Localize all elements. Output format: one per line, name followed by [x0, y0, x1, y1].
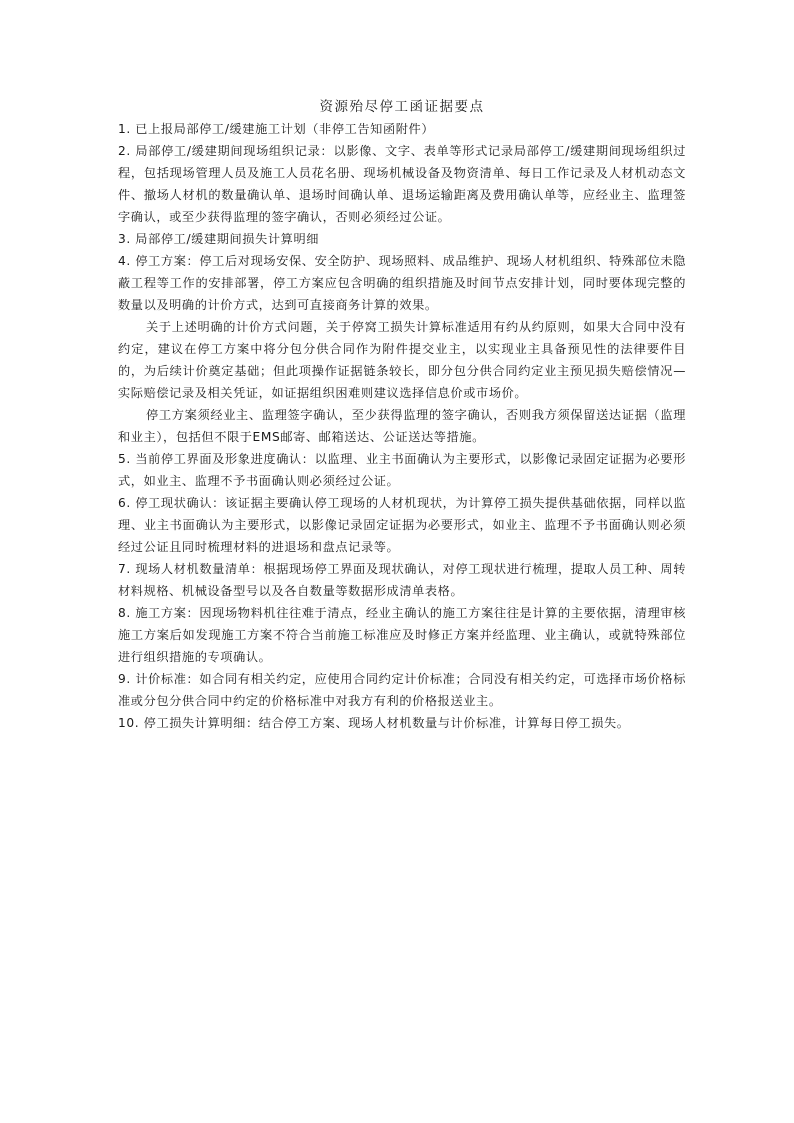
paragraph-pricing-note: 关于上述明确的计价方式问题，关于停窝工损失计算标准适用有约从约原则，如果大合同中没有约定，建议在停工方案中将分包分供合同作为附件提交业主，以实现业主具备预见性的法律要件目的，为后续计价奠定基础；但此项操作证据链条较长，即分包分供合同约定业主预见损失赔偿情况—实际赔偿记录及相关凭证，如证据组织困难则建议选择信息价或市场价。: [118, 320, 686, 400]
paragraph-signature-note: 停工方案须经业主、监理签字确认，至少获得监理的签字确认，否则我方须保留送达证据（监理和业主），包括但不限于EMS邮寄、邮箱送达、公证送达等措施。: [118, 408, 686, 444]
paragraph-7: 7. 现场人材机数量清单：根据现场停工界面及现状确认，对停工现状进行梳理，提取人员工种、周转材料规格、机械设备型号以及各自数量等数据形成清单表格。: [118, 562, 686, 598]
document-title: 资源殆尽停工函证据要点: [319, 99, 485, 115]
paragraph-2: 2. 局部停工/缓建期间现场组织记录：以影像、文字、表单等形式记录局部停工/缓建期间现场组织过程，包括现场管理人员及施工人员花名册、现场机械设备及物资清单、每日工作记录及人材机动态文件、撤场人材机的数量确认单、退场时间确认单、退场运输距离及费用确认单等，应经业主、监理签字确认，或至少获得监理的签字确认，否则必须经过公证。: [118, 144, 686, 224]
paragraph-10: 10. 停工损失计算明细：结合停工方案、现场人材机数量与计价标准，计算每日停工损失。: [118, 716, 630, 730]
paragraph-8: 8. 施工方案：因现场物料机往往难于清点，经业主确认的施工方案往往是计算的主要依据，清理审核施工方案后如发现施工方案不符合当前施工标准应及时修正方案并经监理、业主确认，或就特殊部位进行组织措施的专项确认。: [118, 606, 686, 664]
paragraph-4: 4. 停工方案：停工后对现场安保、安全防护、现场照料、成品维护、现场人材机组织、特殊部位未隐蔽工程等工作的安排部署，停工方案应包含明确的组织措施及时间节点安排计划，同时要体现完整的数量以及明确的计价方式，达到可直接商务计算的效果。: [118, 254, 686, 312]
paragraph-3: 3. 局部停工/缓建期间损失计算明细: [118, 232, 320, 246]
paragraph-9: 9. 计价标准：如合同有相关约定，应使用合同约定计价标准；合同没有相关约定，可选择市场价格标准或分包分供合同中约定的价格标准中对我方有利的价格报送业主。: [118, 672, 686, 708]
paragraph-6: 6. 停工现状确认：该证据主要确认停工现场的人材机现状，为计算停工损失提供基础依据，同样以监理、业主书面确认为主要形式，以影像记录固定证据为必要形式，如业主、监理不予书面确认则必须经过公证且同时梳理材料的进退场和盘点记录等。: [118, 496, 686, 554]
paragraph-5: 5. 当前停工界面及形象进度确认：以监理、业主书面确认为主要形式，以影像记录固定证据为必要形式，如业主、监理不予书面确认则必须经过公证。: [118, 452, 686, 488]
paragraph-1: 1. 已上报局部停工/缓建施工计划（非停工告知函附件）: [118, 122, 435, 136]
document-page: [118, 96, 686, 734]
